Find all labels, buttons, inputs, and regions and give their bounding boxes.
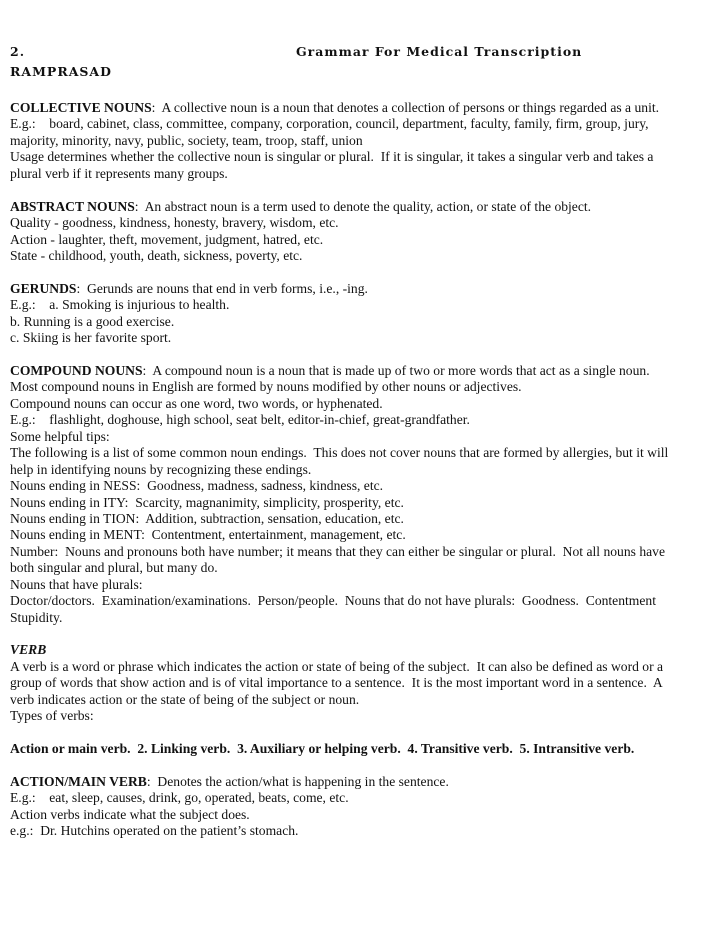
- text-line: [10, 692, 668, 708]
- text-line: [10, 347, 668, 363]
- text-line: [10, 659, 668, 675]
- text-line: [10, 248, 668, 264]
- document-body: [10, 100, 668, 840]
- line-text: majority, minority, navy, public, society, team, troop, staff, union: [10, 132, 363, 148]
- line-text: E.g.: a. Smoking is injurious to health.: [10, 297, 230, 313]
- line-text: : An abstract noun is a term used to denote the quality, action, or state of the object.: [134, 198, 592, 214]
- text-line: [10, 100, 668, 116]
- text-line: [10, 774, 668, 790]
- text-line: [10, 133, 668, 149]
- line-text: A verb is a word or phrase which indicates the action or state of being of the subject. It can also be defined as word or a: [10, 658, 664, 674]
- line-text: Number: Nouns and pronouns both have number; it means that they can either be singular or plural. Not all nouns have: [10, 543, 665, 559]
- line-text: Usage determines whether the collective noun is singular or plural. If it is singular, it takes a singular verb and takes a: [10, 149, 654, 165]
- line-text: b. Running is a good exercise.: [10, 313, 175, 329]
- author-name: RAMPRASAD: [10, 64, 112, 79]
- line-text: Nouns ending in TION: Addition, subtraction, sensation, education, etc.: [10, 510, 404, 526]
- line-text: Types of verbs:: [10, 708, 94, 724]
- section-heading: VERB: [10, 642, 47, 658]
- text-line: [10, 741, 668, 757]
- text-line: [10, 495, 668, 511]
- text-line: [10, 790, 668, 806]
- text-line: [10, 412, 668, 428]
- text-line: [10, 527, 668, 543]
- line-text: Nouns that have plurals:: [10, 576, 143, 592]
- line-text: Some helpful tips:: [10, 428, 110, 444]
- text-line: [10, 478, 668, 494]
- line-text: : A collective noun is a noun that denotes a collection of persons or things regarded as a unit.: [151, 100, 660, 115]
- line-text: Compound nouns can occur as one word, two words, or hyphenated.: [10, 395, 383, 411]
- line-text: Most compound nouns in English are formed by nouns modified by other nouns or adjectives.: [10, 379, 522, 395]
- line-text: Nouns ending in NESS: Goodness, madness, sadness, kindness, etc.: [10, 478, 384, 494]
- bold-heading: COMPOUND NOUNS: [10, 363, 143, 378]
- line-text: Action verbs indicate what the subject does.: [10, 806, 250, 822]
- text-line: [10, 593, 668, 609]
- text-line: [10, 642, 668, 658]
- text-line: [10, 675, 668, 691]
- bold-heading: Action or main verb. 2. Linking verb. 3. Auxiliary or helping verb. 4. Transitive verb. 5. Intransitive verb.: [10, 741, 635, 757]
- text-line: [10, 182, 668, 198]
- text-line: [10, 725, 668, 741]
- line-text: Nouns ending in MENT: Contentment, entertainment, management, etc.: [10, 527, 406, 543]
- line-text: e.g.: Dr. Hutchins operated on the patient’s stomach.: [10, 823, 299, 839]
- text-line: [10, 281, 668, 297]
- line-text: plural verb if it represents many groups.: [10, 165, 228, 181]
- text-line: [10, 379, 668, 395]
- line-text: Quality - goodness, kindness, honesty, bravery, wisdom, etc.: [10, 215, 339, 231]
- text-line: [10, 544, 668, 560]
- text-line: [10, 807, 668, 823]
- line-text: E.g.: board, cabinet, class, committee, company, corporation, council, department, faculty, family, firm, group, jury,: [10, 116, 649, 132]
- bold-heading: COLLECTIVE NOUNS: [10, 100, 152, 115]
- line-text: E.g.: eat, sleep, causes, drink, go, operated, beats, come, etc.: [10, 790, 349, 806]
- text-line: [10, 823, 668, 839]
- text-line: [10, 149, 668, 165]
- line-text: The following is a list of some common noun endings. This does not cover nouns that are formed by allergies, but it will: [10, 445, 669, 461]
- text-line: [10, 314, 668, 330]
- text-line: [10, 758, 668, 774]
- document-title: Grammar For Medical Transcription: [296, 44, 583, 59]
- text-line: [10, 396, 668, 412]
- text-line: [10, 297, 668, 313]
- text-line: [10, 330, 668, 346]
- text-line: [10, 445, 668, 461]
- line-text: Action - laughter, theft, movement, judgment, hatred, etc.: [10, 231, 324, 247]
- line-text: both singular and plural, but many do.: [10, 560, 218, 576]
- line-text: verb indicates action or the state of being of the subject or noun.: [10, 691, 360, 707]
- line-text: group of words that show action and is of vital importance to a sentence. It is the most important word in a sentence. A: [10, 675, 663, 691]
- line-text: E.g.: flashlight, doghouse, high school, seat belt, editor-in-chief, great-grandfather.: [10, 412, 470, 428]
- page-number: 2.: [10, 44, 26, 59]
- text-line: [10, 511, 668, 527]
- text-line: [10, 462, 668, 478]
- text-line: [10, 560, 668, 576]
- text-line: [10, 116, 668, 132]
- bold-heading: GERUNDS: [10, 280, 77, 296]
- line-text: Nouns ending in ITY: Scarcity, magnanimity, simplicity, prosperity, etc.: [10, 494, 404, 510]
- bold-heading: ACTION/MAIN VERB: [10, 773, 147, 789]
- line-text: : Gerunds are nouns that end in verb forms, i.e., -ing.: [76, 280, 368, 296]
- text-line: [10, 626, 668, 642]
- text-line: [10, 363, 668, 379]
- line-text: Doctor/doctors. Examination/examinations. Person/people. Nouns that do not have plurals: Goodness. Contentment: [10, 593, 656, 609]
- text-line: [10, 215, 668, 231]
- text-line: [10, 708, 668, 724]
- text-line: [10, 610, 668, 626]
- line-text: Stupidity.: [10, 609, 63, 625]
- line-text: : Denotes the action/what is happening in the sentence.: [146, 773, 449, 789]
- text-line: [10, 429, 668, 445]
- text-line: [10, 577, 668, 593]
- text-line: [10, 264, 668, 280]
- line-text: help in identifying nouns by recognizing these endings.: [10, 461, 312, 477]
- text-line: [10, 232, 668, 248]
- line-text: State - childhood, youth, death, sickness, poverty, etc.: [10, 247, 303, 263]
- bold-heading: ABSTRACT NOUNS: [10, 198, 135, 214]
- line-text: : A compound noun is a noun that is made up of two or more words that act as a single noun.: [142, 363, 650, 378]
- line-text: c. Skiing is her favorite sport.: [10, 330, 172, 346]
- text-line: [10, 166, 668, 182]
- text-line: [10, 199, 668, 215]
